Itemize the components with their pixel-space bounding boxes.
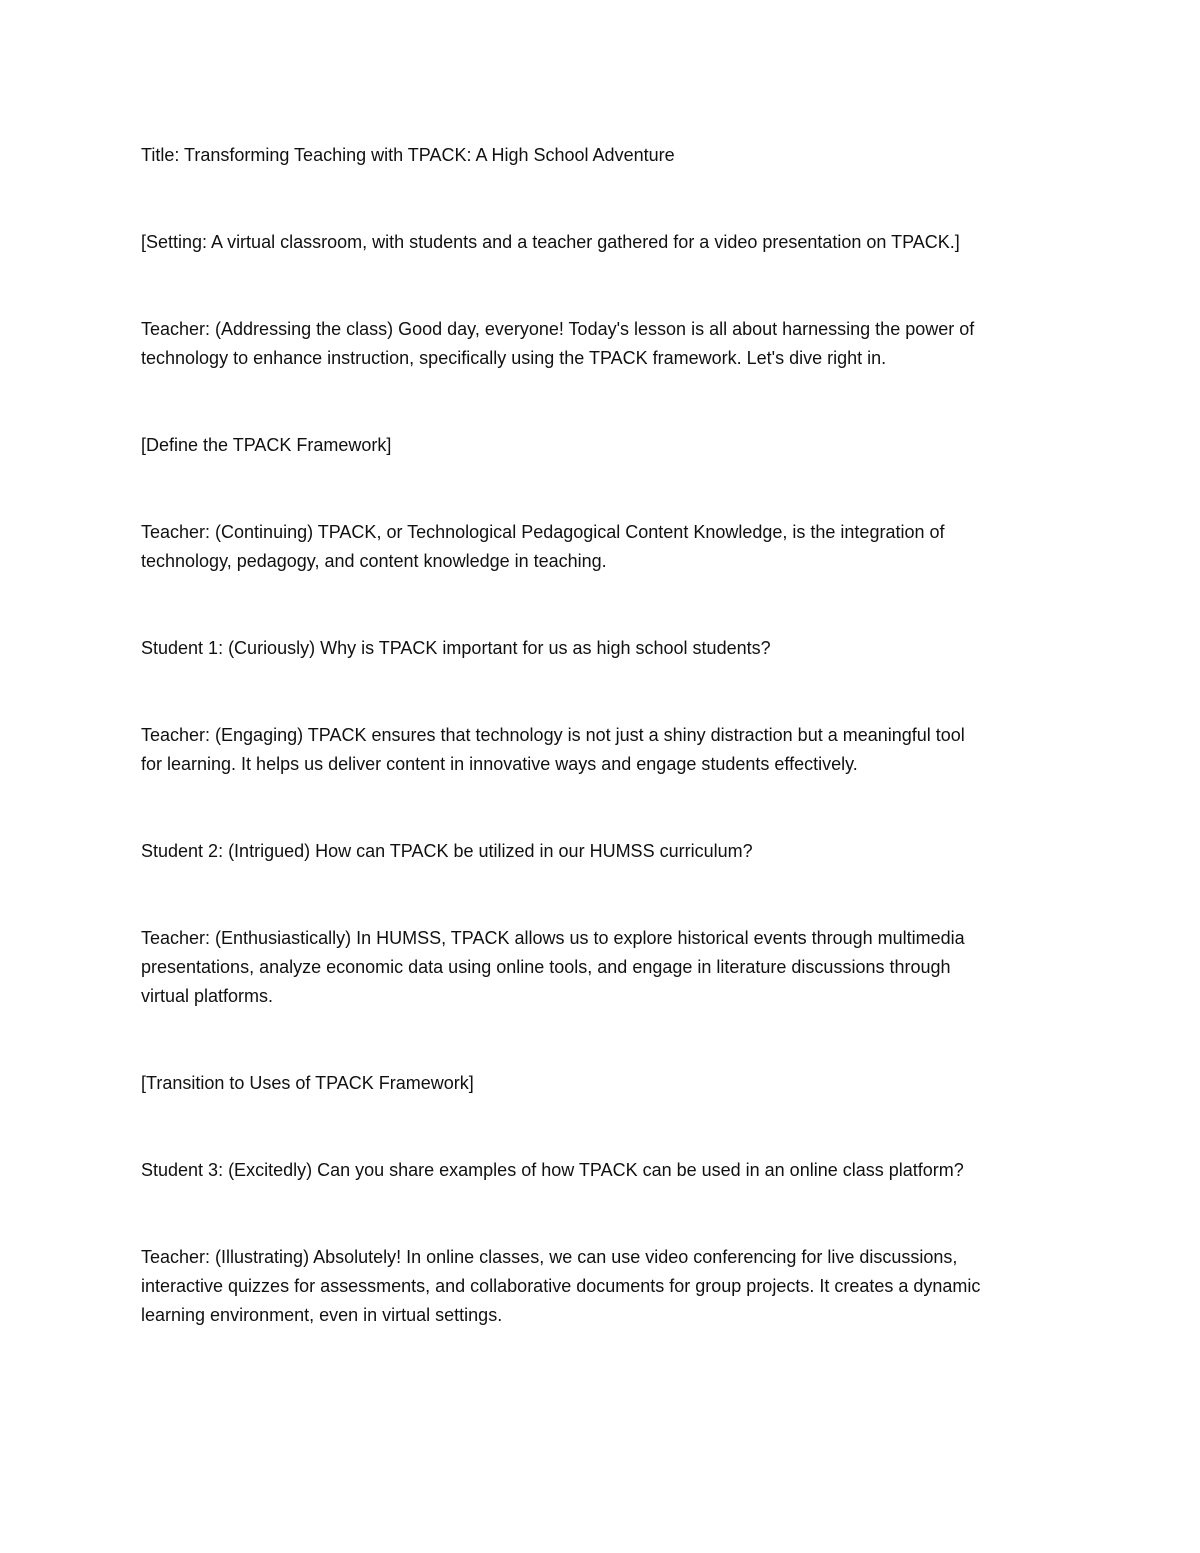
text-line: Teacher: (Enthusiastically) In HUMSS, TPACK allows us to explore historical events through multimedia xyxy=(141,928,965,948)
setting-paragraph xyxy=(141,228,1071,257)
text-line: Student 3: (Excitedly) Can you share examples of how TPACK can be used in an online class platform? xyxy=(141,1160,964,1180)
text-line: Teacher: (Engaging) TPACK ensures that technology is not just a shiny distraction but a meaningful tool xyxy=(141,725,965,745)
text-line: technology to enhance instruction, specifically using the TPACK framework. Let's dive right in. xyxy=(141,348,887,368)
text-line: Student 2: (Intrigued) How can TPACK be utilized in our HUMSS curriculum? xyxy=(141,841,753,861)
text-line: technology, pedagogy, and content knowledge in teaching. xyxy=(141,551,607,571)
text-line: interactive quizzes for assessments, and collaborative documents for group projects. It creates a dynamic xyxy=(141,1276,981,1296)
text-line: [Define the TPACK Framework] xyxy=(141,435,392,455)
teacher-greeting-paragraph xyxy=(141,315,1071,373)
text-line: Title: Transforming Teaching with TPACK: A High School Adventure xyxy=(141,145,675,165)
text-line: [Setting: A virtual classroom, with students and a teacher gathered for a video presentation on TPACK.] xyxy=(141,232,960,252)
document-title xyxy=(141,141,1071,170)
document-body xyxy=(141,141,1071,1388)
student-1-paragraph xyxy=(141,634,1071,663)
student-3-paragraph xyxy=(141,1156,1071,1185)
text-line: Teacher: (Continuing) TPACK, or Technological Pedagogical Content Knowledge, is the integration of xyxy=(141,522,945,542)
text-line: for learning. It helps us deliver content in innovative ways and engage students effectively. xyxy=(141,754,858,774)
teacher-illustrating-paragraph xyxy=(141,1243,1071,1330)
section-heading-define xyxy=(141,431,1071,460)
student-2-paragraph xyxy=(141,837,1071,866)
text-line: virtual platforms. xyxy=(141,986,274,1006)
text-line: [Transition to Uses of TPACK Framework] xyxy=(141,1073,474,1093)
teacher-humss-paragraph xyxy=(141,924,1071,1011)
text-line: Teacher: (Addressing the class) Good day, everyone! Today's lesson is all about harnessing the power of xyxy=(141,319,975,339)
text-line: Teacher: (Illustrating) Absolutely! In online classes, we can use video conferencing for live discussions, xyxy=(141,1247,958,1267)
section-heading-transition xyxy=(141,1069,1071,1098)
text-line: learning environment, even in virtual settings. xyxy=(141,1305,503,1325)
teacher-engaging-paragraph xyxy=(141,721,1071,779)
text-line: Student 1: (Curiously) Why is TPACK important for us as high school students? xyxy=(141,638,771,658)
teacher-definition-paragraph xyxy=(141,518,1071,576)
text-line: presentations, analyze economic data using online tools, and engage in literature discussions through xyxy=(141,957,951,977)
